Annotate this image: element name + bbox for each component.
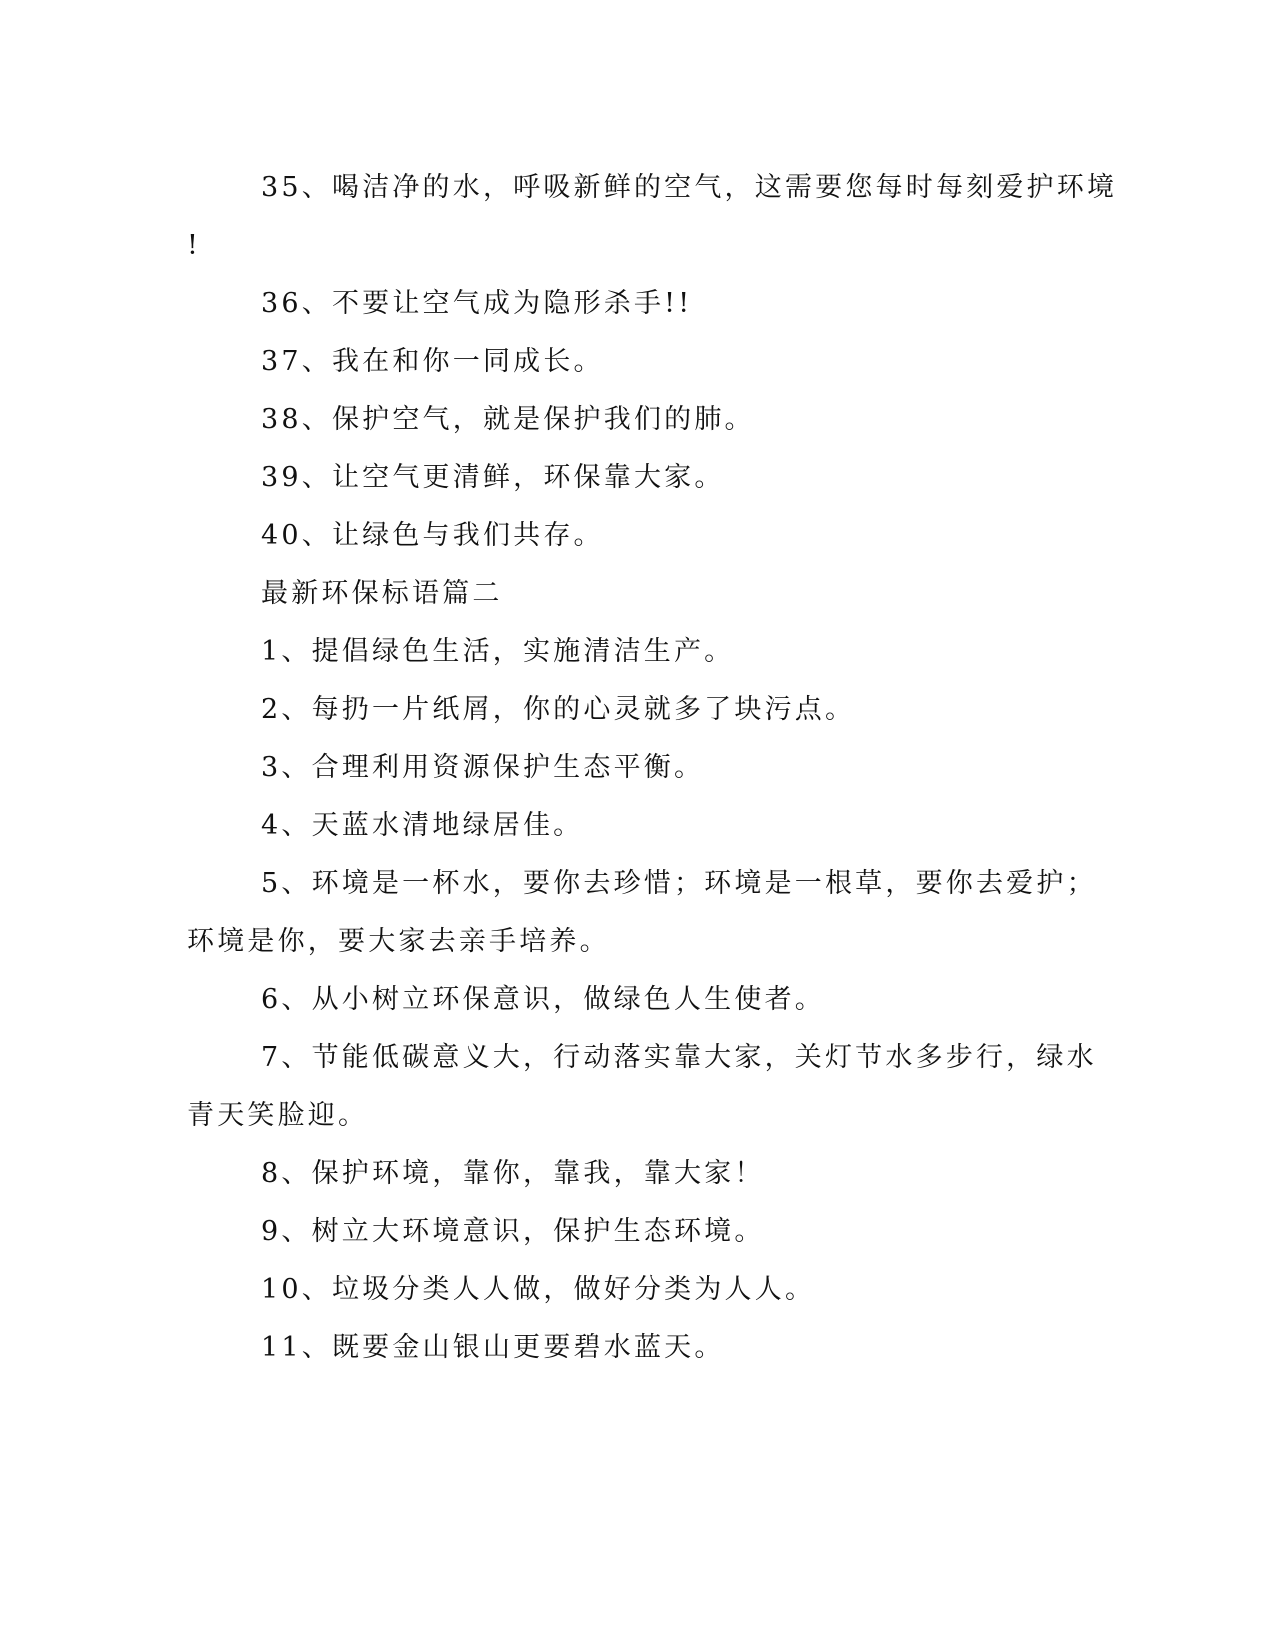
slogan-38: 38、保护空气，就是保护我们的肺。 <box>261 404 755 435</box>
slogan-9: 9、树立大环境意识，保护生态环境。 <box>261 1216 765 1247</box>
slogan-8: 8、保护环境，靠你，靠我，靠大家！ <box>261 1158 765 1189</box>
slogan-11: 11、既要金山银山更要碧水蓝天。 <box>261 1332 725 1363</box>
slogan-36: 36、不要让空气成为隐形杀手!! <box>261 288 693 319</box>
slogan-40: 40、让绿色与我们共存。 <box>261 520 604 551</box>
slogan-37: 37、我在和你一同成长。 <box>261 346 604 377</box>
section-heading: 最新环保标语篇二 <box>261 578 503 609</box>
slogan-10: 10、垃圾分类人人做，做好分类为人人。 <box>261 1274 816 1305</box>
slogan-5: 5、环境是一杯水，要你去珍惜；环境是一根草，要你去爱护； <box>261 868 1097 899</box>
slogan-7: 7、节能低碳意义大，行动落实靠大家，关灯节水多步行，绿水 <box>261 1042 1097 1073</box>
slogan-2: 2、每扔一片纸屑，你的心灵就多了块污点。 <box>261 694 856 725</box>
slogan-3: 3、合理利用资源保护生态平衡。 <box>261 752 705 783</box>
slogan-35-continuation: ! <box>187 230 202 261</box>
slogan-1: 1、提倡绿色生活，实施清洁生产。 <box>261 636 735 667</box>
slogan-35: 35、喝洁净的水，呼吸新鲜的空气，这需要您每时每刻爱护环境 <box>261 172 1118 203</box>
slogan-6: 6、从小树立环保意识，做绿色人生使者。 <box>261 984 825 1015</box>
slogan-7-continuation: 青天笑脸迎。 <box>187 1100 369 1131</box>
slogan-39: 39、让空气更清鲜，环保靠大家。 <box>261 462 725 493</box>
slogan-4: 4、天蓝水清地绿居佳。 <box>261 810 584 841</box>
slogan-5-continuation: 环境是你，要大家去亲手培养。 <box>187 926 610 957</box>
